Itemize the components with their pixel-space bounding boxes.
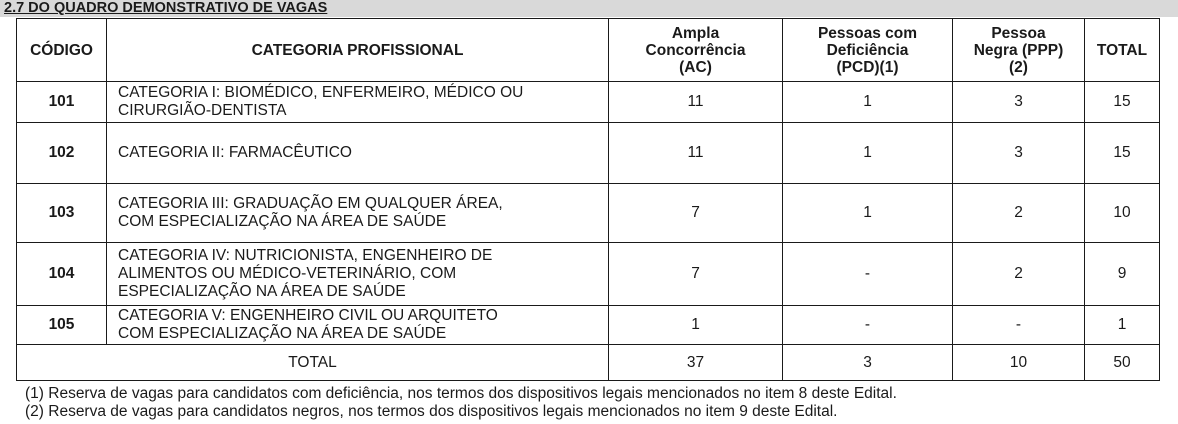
table-row [17,82,1160,123]
table-row [17,184,1160,243]
header-codigo: CÓDIGO [17,19,107,82]
totals-pcd: 3 [783,345,953,381]
cell-ac: 7 [609,243,783,306]
header-ppp-line: Pessoa [991,24,1046,42]
footnote-1: (1) Reserva de vagas para candidatos com deficiência, nos termos dos dispositivos legais mencionados no item 8 deste Edital. [25,385,897,402]
table-row [17,123,1160,184]
cell-pcd: - [783,243,953,306]
categoria-line: CATEGORIA IV: NUTRICIONISTA, ENGENHEIRO DE [118,247,493,264]
header-total: TOTAL [1085,19,1160,82]
totals-ppp: 10 [953,345,1085,381]
header-pcd-line: Pessoas com [817,24,918,42]
cell-ac: 7 [609,184,783,243]
cell-codigo: 105 [17,306,107,345]
header-ppp-line: (2) [1009,58,1028,76]
cell-ac: 11 [609,82,783,123]
cell-ac: 1 [609,306,783,345]
header-pcd-line: (PCD)(1) [836,58,899,76]
cell-pcd: 1 [783,184,953,243]
categoria-line: CIRURGIÃO-DENTISTA [118,102,287,119]
section-title: 2.7 DO QUADRO DEMONSTRATIVO DE VAGAS [4,0,328,16]
header-ac-line: Ampla [671,24,720,42]
categoria-line: CATEGORIA III: GRADUAÇÃO EM QUALQUER ÁREA, [118,195,503,212]
header-ac-line: Concorrência [645,41,746,59]
cell-categoria [107,306,609,345]
cell-pcd: - [783,306,953,345]
cell-ppp: 2 [953,184,1085,243]
categoria-line: CATEGORIA II: FARMACÊUTICO [118,144,352,161]
totals-ac: 37 [609,345,783,381]
totals-total: 50 [1085,345,1160,381]
categoria-line: COM ESPECIALIZAÇÃO NA ÁREA DE SAÚDE [118,213,447,230]
cell-codigo: 104 [17,243,107,306]
categoria-line: CATEGORIA I: BIOMÉDICO, ENFERMEIRO, MÉDICO OU [118,84,524,101]
header-ac [609,19,783,82]
header-ppp [953,19,1085,82]
cell-total: 10 [1085,184,1160,243]
vacancy-table [16,18,1160,381]
cell-total: 9 [1085,243,1160,306]
categoria-line: ESPECIALIZAÇÃO NA ÁREA DE SAÚDE [118,283,406,300]
cell-categoria [107,123,609,184]
header-ac-line: (AC) [679,58,712,76]
categoria-line: ALIMENTOS OU MÉDICO-VETERINÁRIO, COM [118,265,457,282]
cell-total: 15 [1085,123,1160,184]
cell-ac: 11 [609,123,783,184]
cell-categoria [107,184,609,243]
table-row [17,243,1160,306]
cell-codigo: 101 [17,82,107,123]
totals-label: TOTAL [17,345,609,381]
cell-ppp: 3 [953,123,1085,184]
cell-pcd: 1 [783,82,953,123]
cell-total: 1 [1085,306,1160,345]
cell-codigo: 102 [17,123,107,184]
cell-codigo: 103 [17,184,107,243]
header-categoria: CATEGORIA PROFISSIONAL [107,19,609,82]
table-row [17,306,1160,345]
cell-categoria [107,243,609,306]
cell-total: 15 [1085,82,1160,123]
categoria-line: COM ESPECIALIZAÇÃO NA ÁREA DE SAÚDE [118,325,447,342]
cell-pcd: 1 [783,123,953,184]
header-pcd-line: Deficiência [826,41,909,59]
header-row [17,19,1160,82]
header-ppp-line: Negra (PPP) [973,41,1064,59]
categoria-line: CATEGORIA V: ENGENHEIRO CIVIL OU ARQUITETO [118,307,498,324]
footnote-2: (2) Reserva de vagas para candidatos negros, nos termos dos dispositivos legais mencionados no item 9 deste Edital. [25,403,838,420]
cell-ppp: - [953,306,1085,345]
cell-categoria [107,82,609,123]
cell-ppp: 3 [953,82,1085,123]
totals-row [17,345,1160,381]
header-pcd [783,19,953,82]
cell-ppp: 2 [953,243,1085,306]
